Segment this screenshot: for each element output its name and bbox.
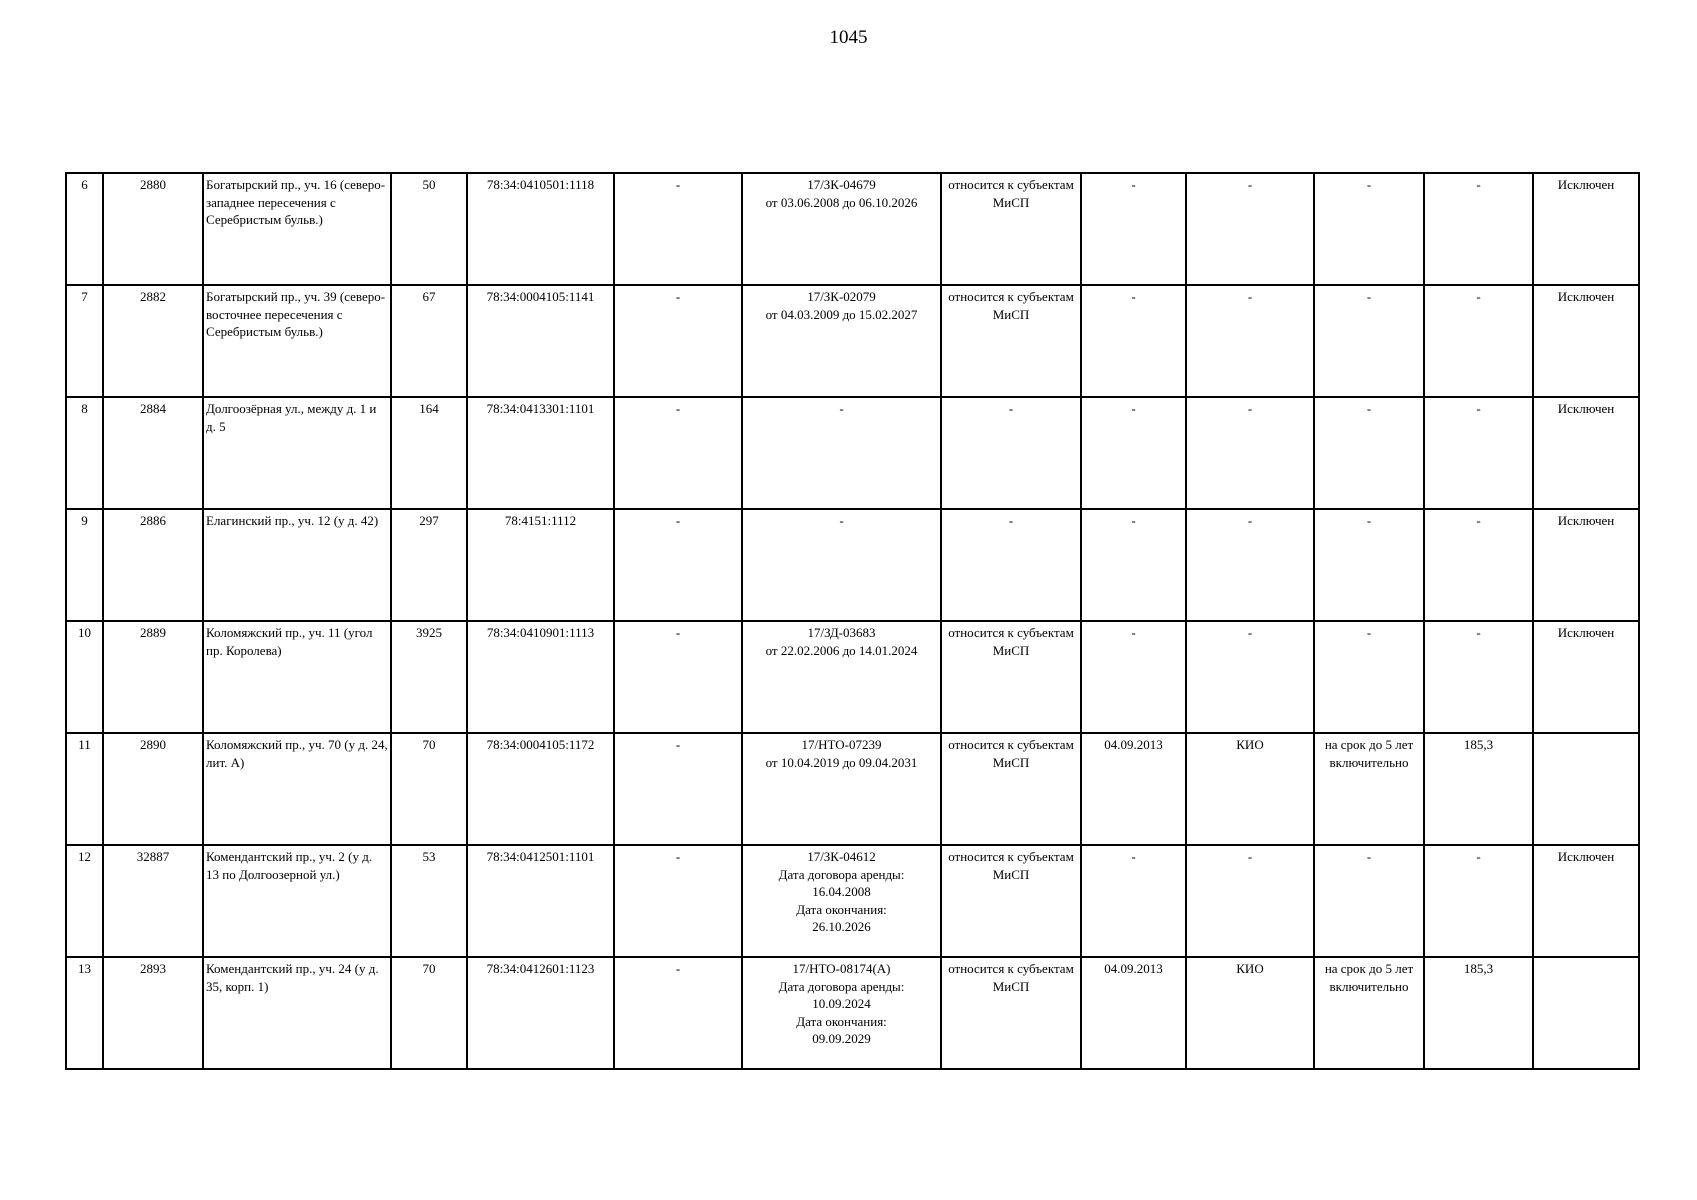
contract-line: от 22.02.2006 до 14.01.2024 — [765, 642, 918, 658]
status-cell: Исключен — [1533, 173, 1639, 285]
term-cell: - — [1314, 509, 1424, 621]
area-cell: 53 — [391, 845, 467, 957]
contract-cell — [742, 845, 941, 957]
address-cell: Долгоозёрная ул., между д. 1 и д. 5 — [203, 397, 391, 509]
price-cell: - — [1424, 173, 1533, 285]
cadastral-number-cell: 78:34:0412601:1123 — [467, 957, 614, 1069]
object-id-cell: 32887 — [103, 845, 203, 957]
table-row — [66, 285, 1639, 397]
contract-line: Дата окончания: — [796, 1013, 887, 1029]
row-number-cell: 12 — [66, 845, 103, 957]
msp-category-cell: относится к субъектам МиСП — [941, 285, 1081, 397]
organization-cell: КИО — [1186, 957, 1314, 1069]
object-id-cell: 2884 — [103, 397, 203, 509]
contract-line: Дата договора аренды: — [778, 866, 905, 882]
contract-line: 17/ЗК-04612 — [807, 849, 876, 864]
page-number: 1045 — [829, 27, 868, 48]
table-row — [66, 733, 1639, 845]
status-cell — [1533, 957, 1639, 1069]
decision-date-cell: - — [1081, 509, 1186, 621]
decision-date-cell: - — [1081, 285, 1186, 397]
contract-cell — [742, 957, 941, 1069]
contract-cell — [742, 173, 941, 285]
decision-date-cell: 04.09.2013 — [1081, 957, 1186, 1069]
area-cell: 70 — [391, 733, 467, 845]
msp-category-cell: относится к субъектам МиСП — [941, 845, 1081, 957]
column-6-cell: - — [614, 173, 742, 285]
address-cell: Комендантский пр., уч. 2 (у д. 13 по Долгоозерной ул.) — [203, 845, 391, 957]
row-number-cell: 9 — [66, 509, 103, 621]
status-cell — [1533, 733, 1639, 845]
contract-cell — [742, 397, 941, 509]
table-body — [66, 173, 1639, 1069]
contract-cell — [742, 733, 941, 845]
object-id-cell: 2886 — [103, 509, 203, 621]
contract-cell — [742, 509, 941, 621]
object-id-cell: 2880 — [103, 173, 203, 285]
status-cell: Исключен — [1533, 509, 1639, 621]
row-number-cell: 7 — [66, 285, 103, 397]
column-6-cell: - — [614, 285, 742, 397]
term-cell: - — [1314, 397, 1424, 509]
table-row — [66, 621, 1639, 733]
cadastral-number-cell: 78:4151:1112 — [467, 509, 614, 621]
msp-category-cell: относится к субъектам МиСП — [941, 733, 1081, 845]
contract-line: 26.10.2026 — [812, 919, 871, 934]
address-cell: Коломяжский пр., уч. 70 (у д. 24, лит. А) — [203, 733, 391, 845]
area-cell: 3925 — [391, 621, 467, 733]
term-cell: - — [1314, 285, 1424, 397]
contract-line: - — [839, 401, 844, 416]
contract-line: Дата договора аренды: — [778, 978, 905, 994]
decision-date-cell: - — [1081, 845, 1186, 957]
contract-line: 10.09.2024 — [812, 996, 871, 1011]
table-row — [66, 845, 1639, 957]
address-cell: Елагинский пр., уч. 12 (у д. 42) — [203, 509, 391, 621]
column-6-cell: - — [614, 397, 742, 509]
term-cell: - — [1314, 621, 1424, 733]
row-number-cell: 13 — [66, 957, 103, 1069]
term-cell: - — [1314, 845, 1424, 957]
msp-category-cell: - — [941, 509, 1081, 621]
object-id-cell: 2882 — [103, 285, 203, 397]
contract-line: 17/НТО-07239 — [801, 737, 882, 752]
decision-date-cell: - — [1081, 621, 1186, 733]
address-cell: Богатырский пр., уч. 16 (северо-западнее пересечения с Серебристым бульв.) — [203, 173, 391, 285]
contract-line: от 04.03.2009 до 15.02.2027 — [765, 306, 918, 322]
status-cell: Исключен — [1533, 397, 1639, 509]
organization-cell: - — [1186, 509, 1314, 621]
price-cell: - — [1424, 845, 1533, 957]
contract-line: 17/ЗД-03683 — [807, 625, 876, 640]
price-cell: 185,3 — [1424, 733, 1533, 845]
contract-line: Дата окончания: — [796, 901, 887, 917]
address-cell: Богатырский пр., уч. 39 (северо-восточнее пересечения с Серебристым бульв.) — [203, 285, 391, 397]
price-cell: - — [1424, 285, 1533, 397]
cadastral-number-cell: 78:34:0413301:1101 — [467, 397, 614, 509]
row-number-cell: 8 — [66, 397, 103, 509]
cadastral-number-cell: 78:34:0004105:1141 — [467, 285, 614, 397]
registry-table — [65, 172, 1640, 1070]
price-cell: - — [1424, 509, 1533, 621]
object-id-cell: 2890 — [103, 733, 203, 845]
organization-cell: - — [1186, 285, 1314, 397]
organization-cell: - — [1186, 397, 1314, 509]
organization-cell: - — [1186, 173, 1314, 285]
organization-cell: - — [1186, 845, 1314, 957]
organization-cell: - — [1186, 621, 1314, 733]
area-cell: 164 — [391, 397, 467, 509]
contract-line: 16.04.2008 — [812, 884, 871, 899]
object-id-cell: 2889 — [103, 621, 203, 733]
contract-line: 17/НТО-08174(А) — [792, 961, 891, 976]
cadastral-number-cell: 78:34:0410901:1113 — [467, 621, 614, 733]
term-cell: на срок до 5 лет включительно — [1314, 733, 1424, 845]
organization-cell: КИО — [1186, 733, 1314, 845]
address-cell: Комендантский пр., уч. 24 (у д. 35, корп. 1) — [203, 957, 391, 1069]
area-cell: 297 — [391, 509, 467, 621]
decision-date-cell: - — [1081, 173, 1186, 285]
decision-date-cell: 04.09.2013 — [1081, 733, 1186, 845]
area-cell: 70 — [391, 957, 467, 1069]
term-cell: на срок до 5 лет включительно — [1314, 957, 1424, 1069]
contract-cell — [742, 621, 941, 733]
area-cell: 67 — [391, 285, 467, 397]
address-cell: Коломяжский пр., уч. 11 (угол пр. Королева) — [203, 621, 391, 733]
table-row — [66, 509, 1639, 621]
cadastral-number-cell: 78:34:0410501:1118 — [467, 173, 614, 285]
cadastral-number-cell: 78:34:0412501:1101 — [467, 845, 614, 957]
status-cell: Исключен — [1533, 285, 1639, 397]
column-6-cell: - — [614, 621, 742, 733]
column-6-cell: - — [614, 733, 742, 845]
contract-line: от 03.06.2008 до 06.10.2026 — [765, 194, 918, 210]
cadastral-number-cell: 78:34:0004105:1172 — [467, 733, 614, 845]
price-cell: - — [1424, 397, 1533, 509]
term-cell: - — [1314, 173, 1424, 285]
msp-category-cell: - — [941, 397, 1081, 509]
msp-category-cell: относится к субъектам МиСП — [941, 621, 1081, 733]
contract-line: 17/ЗК-02079 — [807, 289, 876, 304]
area-cell: 50 — [391, 173, 467, 285]
object-id-cell: 2893 — [103, 957, 203, 1069]
column-6-cell: - — [614, 845, 742, 957]
table-row — [66, 957, 1639, 1069]
msp-category-cell: относится к субъектам МиСП — [941, 173, 1081, 285]
status-cell: Исключен — [1533, 621, 1639, 733]
msp-category-cell: относится к субъектам МиСП — [941, 957, 1081, 1069]
column-6-cell: - — [614, 957, 742, 1069]
price-cell: 185,3 — [1424, 957, 1533, 1069]
contract-line: 09.09.2029 — [812, 1031, 871, 1046]
contract-cell — [742, 285, 941, 397]
price-cell: - — [1424, 621, 1533, 733]
row-number-cell: 10 — [66, 621, 103, 733]
status-cell: Исключен — [1533, 845, 1639, 957]
row-number-cell: 6 — [66, 173, 103, 285]
table-row — [66, 173, 1639, 285]
decision-date-cell: - — [1081, 397, 1186, 509]
table-row — [66, 397, 1639, 509]
row-number-cell: 11 — [66, 733, 103, 845]
contract-line: - — [839, 513, 844, 528]
column-6-cell: - — [614, 509, 742, 621]
contract-line: 17/ЗК-04679 — [807, 177, 876, 192]
contract-line: от 10.04.2019 до 09.04.2031 — [765, 754, 918, 770]
